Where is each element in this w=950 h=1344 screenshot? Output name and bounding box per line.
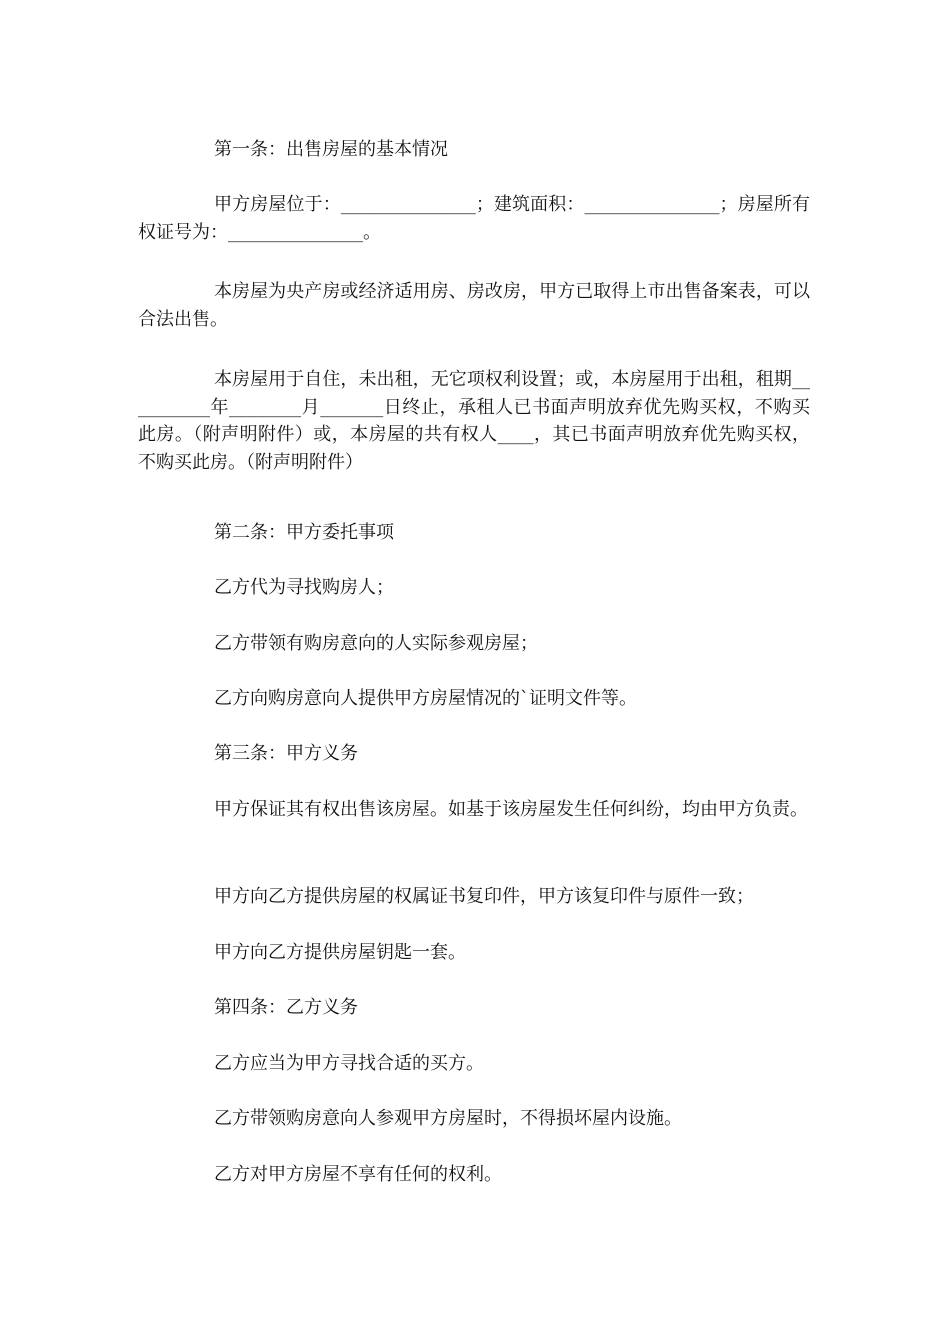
article-1-heading: 第一条：出售房屋的基本情况 (214, 139, 448, 160)
party-a-duty-2: 甲方向乙方提供房屋的权属证书复印件，甲方该复印件与原件一致； (214, 886, 754, 907)
party-b-duty-3: 乙方对甲方房屋不享有任何的权利。 (214, 1164, 502, 1185)
article-2-heading: 第二条：甲方委托事项 (214, 522, 394, 543)
property-info-paragraph: 甲方房屋位于：_______________；建筑面积：_______________；房屋所有权证号为：_______________。 (138, 194, 810, 243)
property-use-paragraph: 本房屋用于自住，未出租，无它项权利设置；或，本房屋用于出租，租期__________年________月_______日终止，承租人已书面声明放弃优先购买权，不购买此房。（附声明附件）或，本房屋的共有权人____，其已书面声明放弃优先购买权，不购买此房。（附声明附件） (138, 369, 810, 473)
article-3-heading: 第三条：甲方义务 (214, 743, 358, 764)
party-a-duty-1: 甲方保证其有权出售该房屋。如基于该房屋发生任何纠纷，均由甲方负责。 (214, 799, 808, 820)
property-type-paragraph: 本房屋为央产房或经济适用房、房改房，甲方已取得上市出售备案表，可以合法出售。 (138, 281, 810, 330)
party-a-duty-3: 甲方向乙方提供房屋钥匙一套。 (214, 942, 466, 963)
entrust-item-3: 乙方向购房意向人提供甲方房屋情况的`证明文件等。 (214, 688, 637, 709)
article-4-heading: 第四条：乙方义务 (214, 997, 358, 1018)
entrust-item-2: 乙方带领有购房意向的人实际参观房屋； (214, 633, 538, 654)
party-b-duty-1: 乙方应当为甲方寻找合适的买方。 (214, 1053, 484, 1074)
entrust-item-1: 乙方代为寻找购房人； (214, 577, 394, 598)
party-b-duty-2: 乙方带领购房意向人参观甲方房屋时，不得损坏屋内设施。 (214, 1108, 682, 1129)
